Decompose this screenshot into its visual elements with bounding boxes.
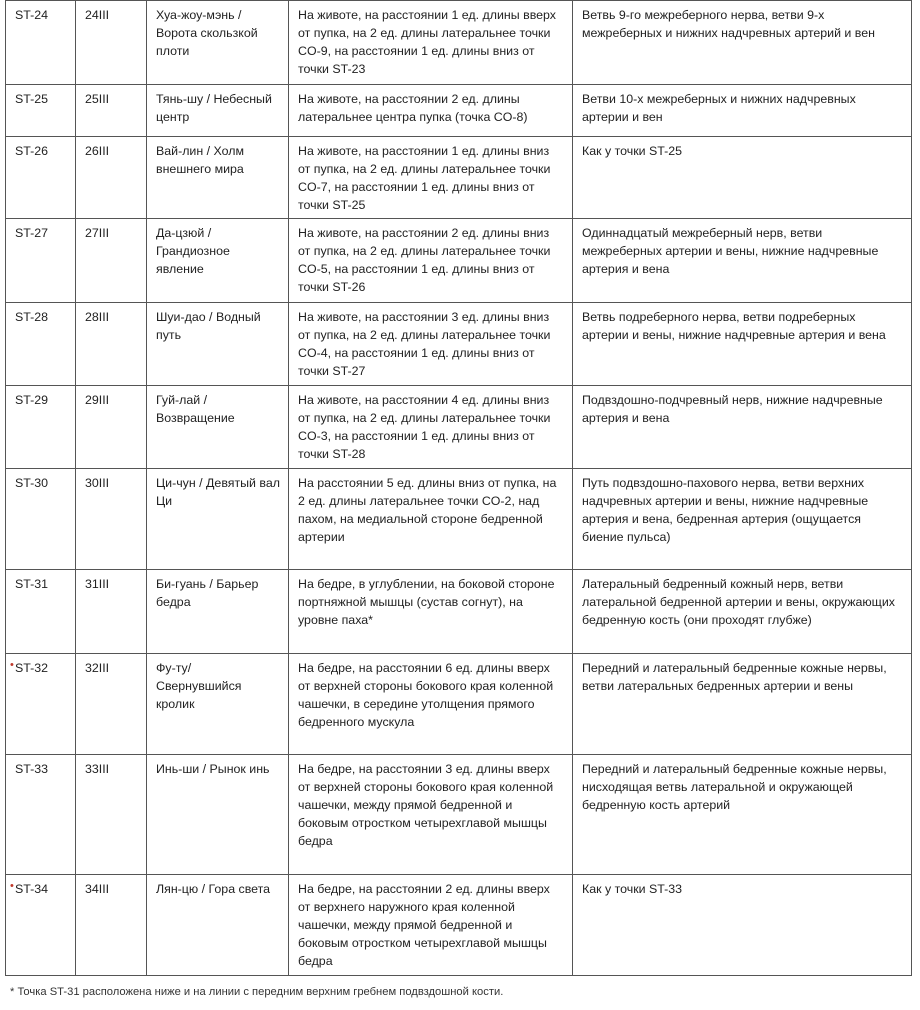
point-name: Тянь-шу / Небесный центр: [147, 85, 289, 137]
point-location: На животе, на расстоянии 1 ед. длины вверх от пупка, на 2 ед. длины латеральнее точки CO-9, на расстоянии 1 ед. длины вниз от точки ST-23: [289, 1, 573, 85]
point-code: ST-32: [15, 661, 49, 675]
point-number: 26III: [76, 137, 147, 219]
point-name: Вай-лин / Холм внешнего мира: [147, 137, 289, 219]
point-code: ST-24: [6, 1, 76, 85]
point-anatomy: Передний и латеральный бедренные кожные нервы, нисходящая ветвь латеральной и окружающей бедренную кость артерий: [573, 755, 912, 875]
point-name: Лян-цю / Гора света: [147, 875, 289, 976]
point-code-cell: [6, 875, 76, 976]
point-location: На бедре, на расстоянии 3 ед. длины вверх от верхней стороны бокового края коленной чашечки, между прямой бедренной и боковым отростком четырехглавой мышцы бедра: [289, 755, 573, 875]
table-row: [6, 85, 912, 137]
point-location: На животе, на расстоянии 2 ед. длины вниз от пупка, на 2 ед. длины латеральнее точки CO-5, на расстоянии 1 ед. длины вниз от точки ST-26: [289, 219, 573, 303]
point-anatomy: Одиннадцатый межреберный нерв, ветви межреберных артерии и вены, нижние надчревные артерия и вена: [573, 219, 912, 303]
point-location: На бедре, на расстоянии 2 ед. длины вверх от верхнего наружного края коленной чашечки, между прямой бедренной и боковым отростком четырехглавой мышцы бедра: [289, 875, 573, 976]
point-number: 31III: [76, 570, 147, 654]
point-anatomy: Как у точки ST-25: [573, 137, 912, 219]
table-row: [6, 303, 912, 386]
acupoints-table: [5, 0, 912, 976]
bullet-mark-icon: •: [10, 880, 14, 892]
point-number: 33III: [76, 755, 147, 875]
point-anatomy: Подвздошно-подчревный нерв, нижние надчревные артерия и вена: [573, 386, 912, 469]
point-anatomy: Латеральный бедренный кожный нерв, ветви латеральной бедренной артерии и вены, окружающих бедренную кость (они проходят глубже): [573, 570, 912, 654]
point-anatomy: Ветвь подреберного нерва, ветви подреберных артерии и вены, нижние надчревные артерия и вена: [573, 303, 912, 386]
table-row: [6, 654, 912, 755]
table-row: [6, 219, 912, 303]
point-number: 30III: [76, 469, 147, 570]
table-row: [6, 755, 912, 875]
point-number: 25III: [76, 85, 147, 137]
point-code: ST-25: [6, 85, 76, 137]
point-location: На бедре, на расстоянии 6 ед. длины вверх от верхней стороны бокового края коленной чашечки, в середине утолщения прямого бедренного мускула: [289, 654, 573, 755]
point-anatomy: Как у точки ST-33: [573, 875, 912, 976]
point-code: ST-29: [6, 386, 76, 469]
point-anatomy: Ветви 10-х межреберных и нижних надчревных артерии и вен: [573, 85, 912, 137]
point-code: ST-31: [6, 570, 76, 654]
point-number: 34III: [76, 875, 147, 976]
point-name: Инь-ши / Рынок инь: [147, 755, 289, 875]
point-number: 27III: [76, 219, 147, 303]
point-name: Ци-чун / Девятый вал Ци: [147, 469, 289, 570]
point-name: Да-цзюй / Грандиозное явление: [147, 219, 289, 303]
table-row: [6, 137, 912, 219]
point-anatomy: Путь подвздошно-пахового нерва, ветви верхних надчревных артерии и вены, нижние надчревные артерия и вена, бедренная артерия (ощущается биение пульса): [573, 469, 912, 570]
table-row: [6, 875, 912, 976]
point-anatomy: Ветвь 9-го межреберного нерва, ветви 9-х межреберных и нижних надчревных артерий и вен: [573, 1, 912, 85]
footnote: * Точка ST-31 расположена ниже и на линии с передним верхним гребнем подвздошной кости.: [10, 986, 504, 998]
point-location: На животе, на расстоянии 2 ед. длины латеральнее центра пупка (точка CO-8): [289, 85, 573, 137]
point-number: 32III: [76, 654, 147, 755]
table-row: [6, 469, 912, 570]
point-code: ST-28: [6, 303, 76, 386]
point-name: Би-гуань / Барьер бедра: [147, 570, 289, 654]
point-anatomy: Передний и латеральный бедренные кожные нервы, ветви латеральных бедренных артерии и вены: [573, 654, 912, 755]
point-location: На расстоянии 5 ед. длины вниз от пупка, на 2 ед. длины латеральнее точки CO-2, над пахом, на медиальной стороне бедренной артерии: [289, 469, 573, 570]
point-location: На бедре, в углублении, на боковой стороне портняжной мышцы (сустав согнут), на уровне паха*: [289, 570, 573, 654]
point-name: Хуа-жоу-мэнь / Ворота скользкой плоти: [147, 1, 289, 85]
point-name: Гуй-лай / Возвращение: [147, 386, 289, 469]
point-code: ST-33: [6, 755, 76, 875]
point-name: Шуи-дао / Водный путь: [147, 303, 289, 386]
point-location: На животе, на расстоянии 4 ед. длины вниз от пупка, на 2 ед. длины латеральнее точки CO-3, на расстоянии 1 ед. длины вниз от точки ST-28: [289, 386, 573, 469]
point-code: ST-30: [6, 469, 76, 570]
point-location: На животе, на расстоянии 1 ед. длины вниз от пупка, на 2 ед. длины латеральнее точки CO-7, на расстоянии 1 ед. длины вниз от точки ST-25: [289, 137, 573, 219]
table-row: [6, 1, 912, 85]
point-code-cell: [6, 654, 76, 755]
point-code: ST-34: [15, 882, 49, 896]
point-name: Фу-ту/ Свернувшийся кролик: [147, 654, 289, 755]
point-code: ST-26: [6, 137, 76, 219]
bullet-mark-icon: •: [10, 659, 14, 671]
point-location: На животе, на расстоянии 3 ед. длины вниз от пупка, на 2 ед. длины латеральнее точки CO-4, на расстоянии 1 ед. длины вниз от точки ST-27: [289, 303, 573, 386]
point-number: 29III: [76, 386, 147, 469]
point-number: 24III: [76, 1, 147, 85]
table-row: [6, 386, 912, 469]
point-number: 28III: [76, 303, 147, 386]
point-code: ST-27: [6, 219, 76, 303]
table-row: [6, 570, 912, 654]
